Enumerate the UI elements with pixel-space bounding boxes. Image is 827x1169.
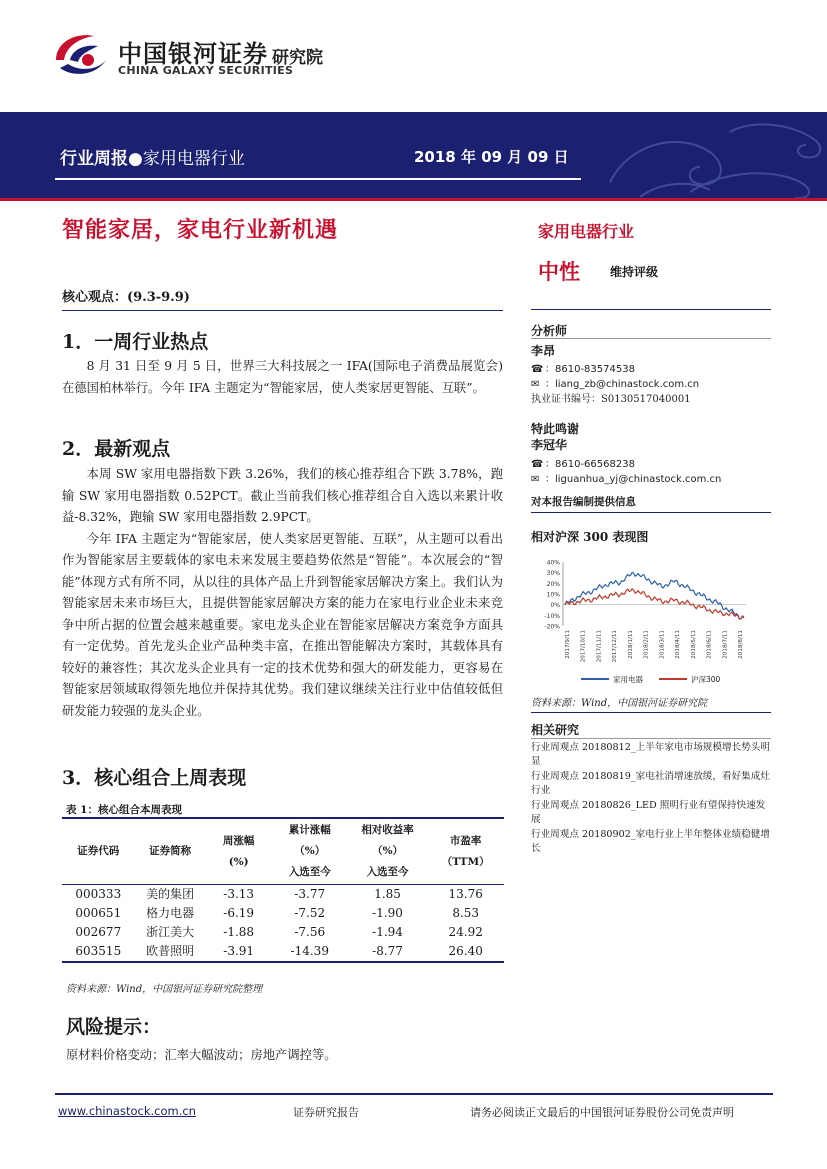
cell-rel: -8.77 — [372, 944, 403, 958]
table-source: 资料来源：Wind，中国银河证券研究院整理 — [66, 984, 263, 995]
x-axis — [565, 630, 744, 663]
banner-red-stripe — [0, 198, 827, 201]
analyst-phone — [531, 360, 635, 375]
cell-pe: 13.76 — [448, 887, 483, 901]
cell-rel: -1.90 — [372, 906, 403, 920]
table-caption: 表 1：核心组合本周表现 — [66, 804, 182, 816]
col-cum-l1: 累计涨幅 — [288, 824, 331, 836]
y-tick-label: 30% — [546, 570, 560, 578]
cell-code: 000651 — [75, 906, 122, 920]
analyst-name: 李昂 — [531, 344, 556, 358]
x-tick-label: 2017/11/11 — [596, 630, 603, 663]
cell-name: 浙江美大 — [146, 925, 195, 939]
cell-name: 欧普照明 — [146, 944, 195, 958]
report-title: 智能家居，家电行业新机遇 — [62, 217, 339, 243]
footer-disclaimer: 请务必阅读正文最后的中国银河证券股份公司免责声明 — [470, 1106, 734, 1119]
chart-series — [565, 572, 744, 619]
col-rel — [348, 818, 428, 885]
y-tick-label: 40% — [546, 559, 560, 567]
cell-pe: 24.92 — [448, 925, 483, 939]
thanks-name: 李冠华 — [531, 438, 568, 452]
chart-source: 资料来源：Wind，中国银河证券研究院 — [531, 698, 708, 709]
cell-name: 美的集团 — [146, 887, 195, 901]
bullet-icon: ● — [128, 149, 143, 169]
paragraph: 8 月 31 日至 9 月 5 日，世界三大科技展之一 IFA(国际电子消费品展览会)在德国柏林举行。今年 IFA 主题定为“智能家居，使人类家居更智能、互联”。 — [62, 359, 503, 395]
cloud-pattern-icon — [600, 112, 827, 200]
galaxy-logo-icon — [50, 30, 112, 82]
col-cum-l3: 入选至今 — [288, 866, 331, 878]
col-pe — [427, 818, 504, 885]
analyst-divider — [531, 338, 771, 339]
analyst-label: 分析师 — [531, 324, 568, 338]
table-row — [62, 923, 504, 942]
y-tick-label: 0% — [550, 602, 560, 610]
cell-code: 603515 — [75, 944, 122, 958]
cell-cum: -14.39 — [290, 944, 329, 958]
related-item[interactable]: 行业周观点 20180826_LED 照明行业有望保持快速发展 — [531, 800, 766, 825]
sidebar-divider-3 — [531, 712, 771, 713]
col-weekly-l1: 周涨幅 — [222, 834, 255, 847]
col-pe-l2: （TTM） — [441, 855, 490, 868]
x-tick-label: 2017/9/11 — [565, 630, 571, 659]
thanks-phone-text: ：8610-66568238 — [545, 459, 635, 470]
thanks-phone — [531, 455, 635, 470]
x-tick-label: 2018/5/11 — [690, 630, 697, 659]
core-view-heading: 核心观点：(9.3-9.9) — [62, 290, 190, 305]
section-1-title: 1．一周行业热点 — [62, 331, 209, 353]
report-industry: 家用电器行业 — [142, 149, 245, 169]
risk-text: 原材料价格变动；汇率大幅波动；房地产调控等。 — [66, 1048, 337, 1062]
sidebar-divider-2 — [531, 512, 771, 513]
phone-icon: ☎ — [531, 459, 544, 470]
section-3-title: 3．核心组合上周表现 — [62, 767, 247, 789]
legend-label: 沪深300 — [691, 675, 721, 684]
chart-title: 相对沪深 300 表现图 — [531, 530, 649, 544]
chart-legend — [581, 674, 721, 684]
institute-label: 研究院 — [272, 48, 323, 68]
y-tick-label: -10% — [544, 612, 560, 620]
x-tick-label: 2017/12/11 — [612, 630, 619, 663]
section-1-body — [62, 356, 503, 399]
analyst-phone-text: ：8610-83574538 — [545, 364, 635, 375]
col-rel-l2: （%） — [372, 845, 404, 857]
cell-weekly: -3.13 — [223, 887, 255, 901]
analyst-email — [531, 375, 699, 390]
report-type: 行业周报 — [60, 149, 128, 169]
x-tick-label: 2018/4/11 — [675, 630, 682, 659]
cell-cum: -7.56 — [294, 925, 326, 939]
x-tick-label: 2018/7/11 — [722, 630, 729, 659]
footer-doc-type: 证券研究报告 — [293, 1106, 359, 1119]
cell-cum: -3.77 — [294, 887, 326, 901]
cell-pe: 8.53 — [452, 906, 480, 920]
thanks-email — [531, 470, 721, 485]
y-axis — [544, 560, 560, 631]
contrib-note: 对本报告编制提供信息 — [531, 496, 636, 508]
cell-weekly: -1.88 — [223, 925, 255, 939]
related-item[interactable]: 行业周观点 20180819_家电社消增速放缓，看好集成灶行业 — [531, 771, 770, 796]
footer-divider — [55, 1093, 773, 1095]
rating-value: 中性 — [538, 259, 580, 284]
report-date: 2018 年 09 月 09 日 — [414, 148, 569, 166]
legend-label: 家用电器 — [613, 675, 643, 684]
col-rel-l3: 入选至今 — [366, 866, 409, 878]
cell-pe: 26.40 — [448, 944, 483, 958]
cell-rel: 1.85 — [374, 887, 401, 901]
table-row — [62, 904, 504, 923]
col-cum-l2: （%） — [294, 845, 326, 857]
mail-icon: ✉ — [531, 379, 540, 390]
thanks-email-text[interactable]: ：liguanhua_yj@chinastock.com.cn — [545, 474, 722, 485]
cell-name: 格力电器 — [146, 906, 195, 920]
analyst-cert: 执业证书编号：S0130517040001 — [531, 394, 691, 405]
relative-performance-chart — [531, 548, 771, 688]
footer-website-link[interactable]: www.chinastock.com.cn — [58, 1104, 196, 1118]
col-code: 证券代码 — [77, 845, 120, 857]
col-rel-l1: 相对收益率 — [361, 824, 414, 836]
related-item[interactable]: 行业周观点 20180812_上半年家电市场规模增长势头明显 — [531, 742, 770, 767]
table-row — [62, 885, 504, 905]
x-tick-label: 2018/3/11 — [659, 630, 666, 659]
cell-code: 002677 — [75, 925, 122, 939]
col-pe-l1: 市盈率 — [449, 834, 482, 847]
cell-rel: -1.94 — [372, 925, 403, 939]
portfolio-table — [62, 817, 504, 963]
paragraph: 本周 SW 家用电器指数下跌 3.26%，我们的核心推荐组合下跌 3.78%，跑输 SW 家用电器指数 0.52PCT。截止当前我们核心推荐组合自入选以来累计收益-8.32%，跑输 SW 家用电器指数 2.9PCT。 — [62, 467, 503, 524]
analyst-email-text[interactable]: ：liang_zb@chinastock.com.cn — [545, 379, 700, 390]
table-row — [62, 942, 504, 962]
x-tick-label: 2018/2/11 — [643, 630, 650, 659]
cell-weekly: -3.91 — [223, 944, 255, 958]
y-tick-label: 20% — [546, 580, 560, 588]
x-tick-label: 2018/1/11 — [627, 630, 634, 659]
related-item[interactable]: 行业周观点 20180902_家电行业上半年整体业绩稳健增长 — [531, 829, 770, 854]
section-2-body — [62, 464, 503, 722]
risk-title: 风险提示： — [66, 1016, 162, 1038]
paragraph: 今年 IFA 主题定为“智能家居，使人类家居更智能、互联”，从主题可以看出作为智能家居主要载体的家电未来发展主要趋势依然是“智能”。本次展会的“智能”体现方式有所不同，从以往的具体产品上升到智能家居解决方案上。我们认为智能家居未来市场巨大，且提供智能家居解决方案的能力在家电行业企业未来竞争中所占据的位置会越来越重要。家电龙头企业在智能家居解决方案竞争方面具有一定优势。首先龙头企业产品种类丰富，在推出智能解决方案时，其载体具有较好的兼容性；其次龙头企业具有一定的技术优势和强大的研发能力，更容易在智能家居领域取得领先地位并保持其优势。我们建议继续关注行业中估值较低但研发能力较强的龙头企业。 — [62, 531, 503, 718]
col-name: 证券简称 — [149, 845, 192, 857]
col-weekly-l2: (%) — [228, 855, 249, 868]
section-2-title: 2．最新观点 — [62, 438, 171, 460]
cell-weekly: -6.19 — [223, 906, 255, 920]
related-divider — [531, 738, 771, 739]
rating-note: 维持评级 — [610, 265, 659, 279]
y-tick-label: -20% — [544, 623, 560, 631]
core-view-divider — [62, 310, 503, 311]
x-tick-label: 2018/8/11 — [738, 630, 744, 659]
col-cum — [272, 818, 348, 885]
logo-text-en: CHINA GALAXY SECURITIES — [118, 64, 294, 77]
y-tick-label: 10% — [546, 591, 560, 599]
sidebar-industry: 家用电器行业 — [538, 222, 635, 241]
logo-text-cn: 中国银河证券 — [118, 40, 268, 68]
cell-code: 000333 — [75, 887, 122, 901]
mail-icon: ✉ — [531, 474, 540, 485]
sidebar-divider — [531, 309, 771, 310]
col-weekly — [206, 818, 272, 885]
phone-icon: ☎ — [531, 364, 544, 375]
cell-cum: -7.52 — [294, 906, 326, 920]
report-category — [60, 144, 245, 169]
related-title: 相关研究 — [531, 723, 580, 737]
thanks-label: 特此鸣谢 — [531, 422, 580, 436]
banner-divider — [55, 178, 581, 180]
x-tick-label: 2017/10/11 — [580, 630, 587, 663]
x-tick-label: 2018/6/11 — [706, 630, 713, 659]
